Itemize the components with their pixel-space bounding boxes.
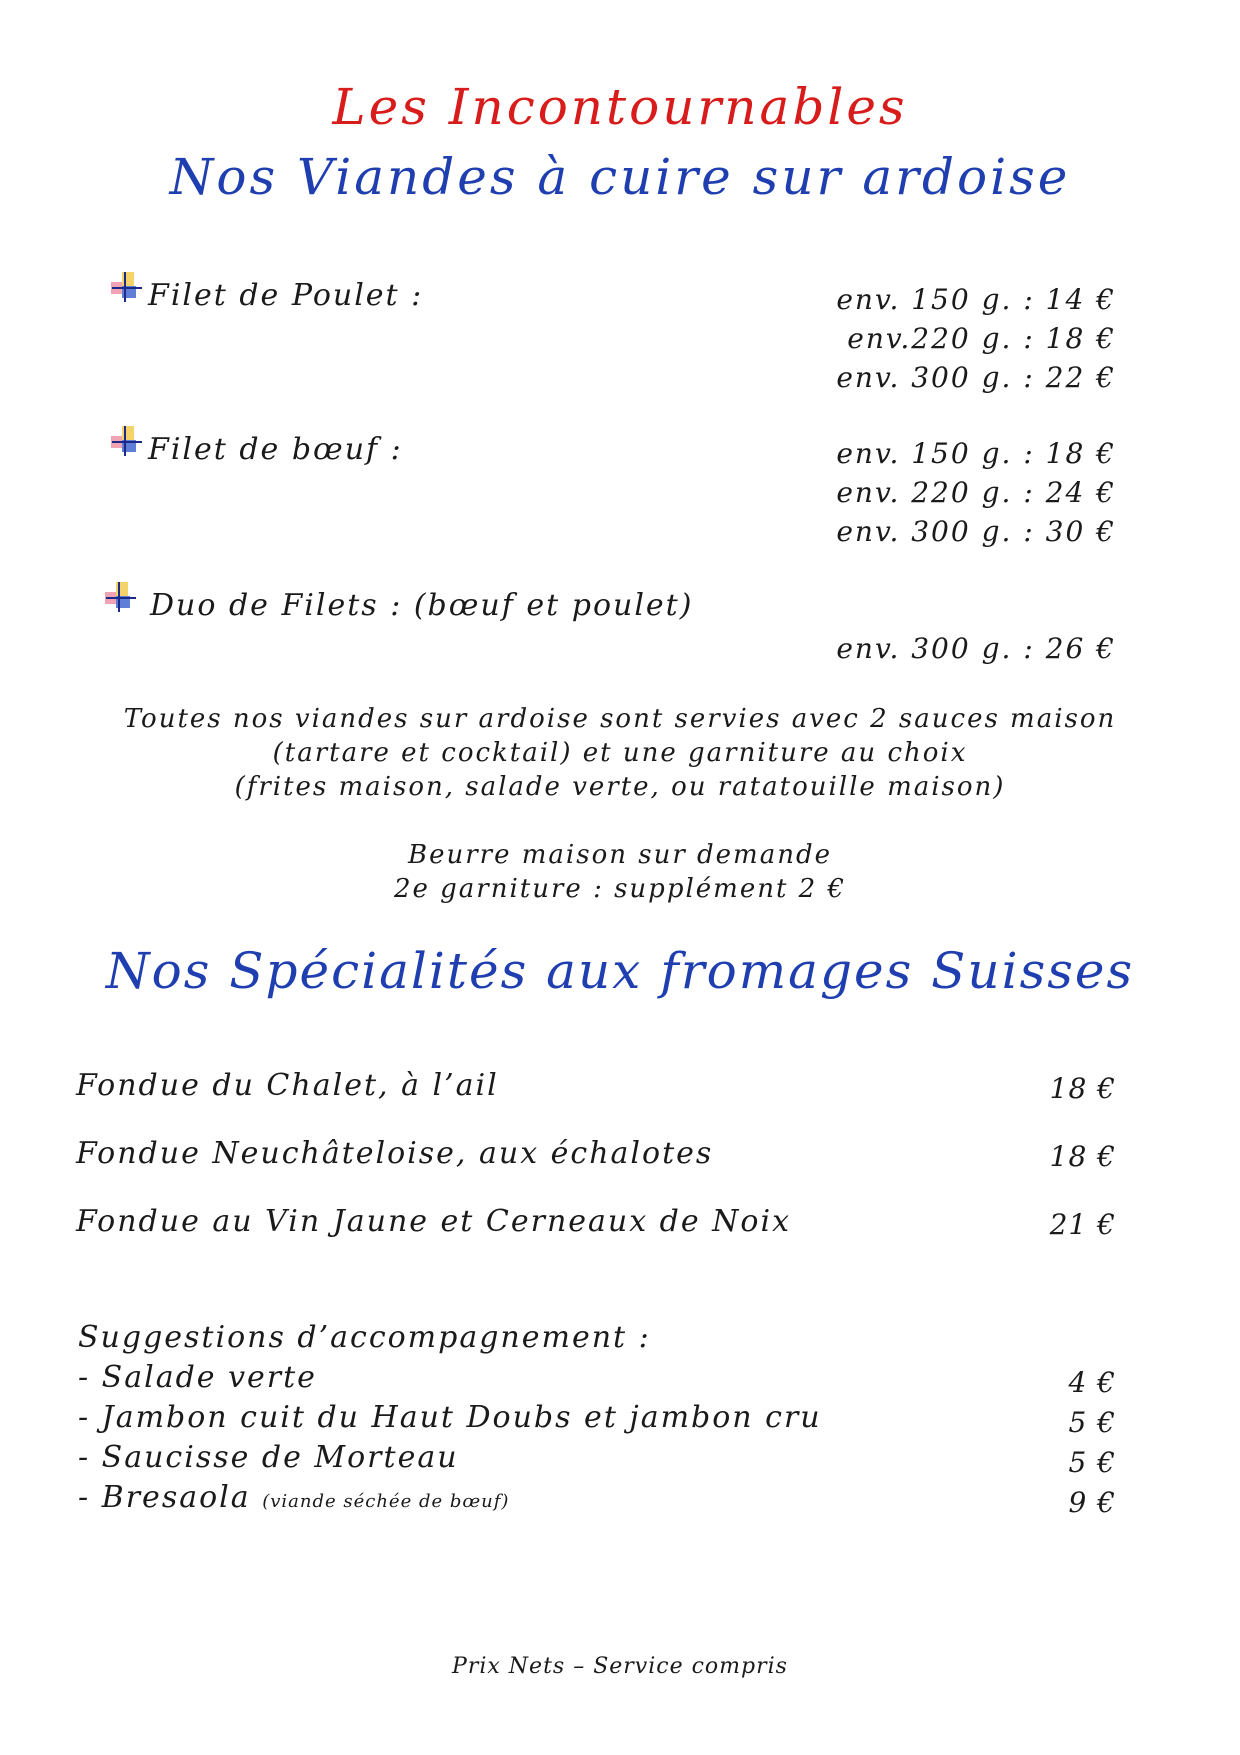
fondue-item-name: Fondue au Vin Jaune et Cerneaux de Noix: [76, 1204, 792, 1239]
serving-note: (tartare et cocktail) et une garniture au choix: [272, 738, 968, 768]
serving-note: (frites maison, salade verte, ou ratatouille maison): [234, 772, 1006, 802]
accompaniment-name: - Jambon cuit du Haut Doubs et jambon cru: [78, 1400, 822, 1435]
extra-note: Beurre maison sur demande: [408, 840, 832, 870]
accompaniment-price: 4 €: [1068, 1366, 1116, 1399]
menu-subtitle: Nos Viandes à cuire sur ardoise: [169, 148, 1071, 206]
footer-note: Prix Nets – Service compris: [452, 1654, 788, 1679]
accompaniment-name: - Salade verte: [78, 1360, 317, 1395]
colored-square-bullet-icon: [104, 580, 138, 614]
accompaniment-name: - Saucisse de Morteau: [78, 1440, 459, 1475]
meat-price: env. 300 g. : 30 €: [836, 515, 1116, 548]
meat-item-name: Filet de bœuf :: [148, 432, 403, 467]
accompaniments-heading: Suggestions d’accompagnement :: [78, 1320, 651, 1355]
accompaniment-name: - Bresaola: [78, 1480, 251, 1515]
fondue-item-name: Fondue du Chalet, à l’ail: [76, 1068, 499, 1103]
meat-price: env. 300 g. : 22 €: [836, 361, 1116, 394]
meat-price: env. 150 g. : 14 €: [836, 283, 1116, 316]
fondue-item-name: Fondue Neuchâteloise, aux échalotes: [76, 1136, 714, 1171]
menu-title: Les Incontournables: [332, 78, 908, 136]
accompaniment-item: [78, 1440, 459, 1475]
serving-note: Toutes nos viandes sur ardoise sont servies avec 2 sauces maison: [123, 704, 1117, 734]
fondue-price: 21 €: [1049, 1208, 1116, 1241]
extra-note: 2e garniture : supplément 2 €: [393, 874, 847, 904]
accompaniment-item: [78, 1480, 509, 1515]
meat-price: env.220 g. : 18 €: [847, 322, 1116, 355]
accompaniment-item: [78, 1400, 822, 1435]
meat-price: env. 300 g. : 26 €: [836, 632, 1116, 665]
accompaniment-price: 5 €: [1068, 1446, 1116, 1479]
fondue-price: 18 €: [1049, 1072, 1116, 1105]
accompaniment-item: [78, 1360, 317, 1395]
accompaniment-price: 5 €: [1068, 1406, 1116, 1439]
fondue-price: 18 €: [1049, 1140, 1116, 1173]
meat-item-name: Duo de Filets : (bœuf et poulet): [150, 588, 694, 623]
accompaniment-note: (viande séchée de bœuf): [262, 1491, 510, 1512]
colored-square-bullet-icon: [110, 424, 144, 458]
specialties-title: Nos Spécialités aux fromages Suisses: [105, 942, 1135, 1000]
meat-item-name: Filet de Poulet :: [148, 278, 424, 313]
meat-price: env. 150 g. : 18 €: [836, 437, 1116, 470]
meat-price: env. 220 g. : 24 €: [836, 476, 1116, 509]
colored-square-bullet-icon: [110, 270, 144, 304]
accompaniment-price: 9 €: [1068, 1486, 1116, 1519]
